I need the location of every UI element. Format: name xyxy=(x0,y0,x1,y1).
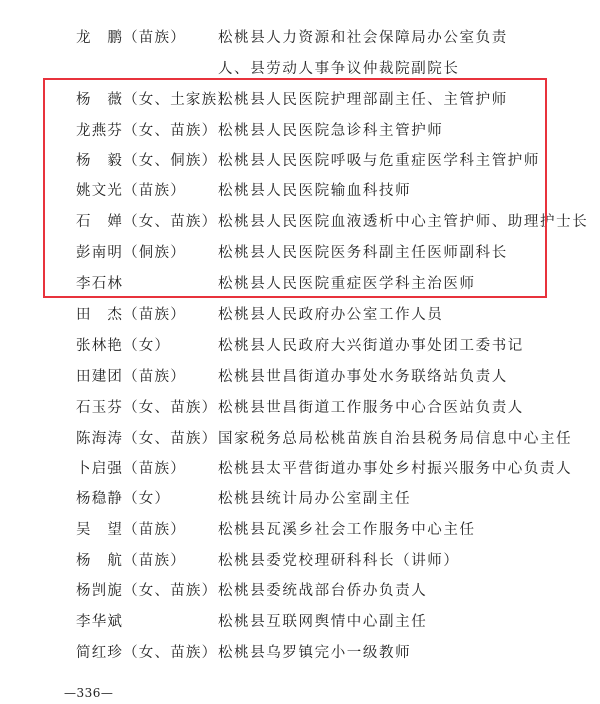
person-position: 松桃县瓦溪乡社会工作服务中心主任 xyxy=(218,522,476,538)
person-position: 松桃县人民医院血液透析中心主管护师、助理护士长 xyxy=(218,214,589,230)
person-position: 松桃县人民医院输血科技师 xyxy=(218,183,412,199)
list-item xyxy=(0,546,600,576)
list-item xyxy=(0,638,600,668)
page-number: —336— xyxy=(64,686,114,700)
person-position: 松桃县人民医院医务科副主任医师副科长 xyxy=(218,245,508,261)
person-position: 松桃县人力资源和社会保障局办公室负责 xyxy=(218,30,508,46)
person-name: 石 婵（女、苗族） xyxy=(76,214,218,230)
list-item xyxy=(0,515,600,545)
list-item xyxy=(0,393,600,423)
person-position: 松桃县互联网舆情中心副主任 xyxy=(218,614,428,630)
person-name: 杨 航（苗族） xyxy=(76,553,186,569)
person-name: 李石林 xyxy=(76,276,124,292)
person-name: 田建团（苗族） xyxy=(76,369,186,385)
person-name: 陈海涛（女、苗族） xyxy=(76,431,218,447)
list-item xyxy=(0,484,600,514)
person-name: 田 杰（苗族） xyxy=(76,307,186,323)
person-name: 张林艳（女） xyxy=(76,338,171,354)
list-item xyxy=(0,454,600,484)
person-name: 石玉芬（女、苗族） xyxy=(76,400,218,416)
list-item xyxy=(0,23,600,53)
person-name: 简红珍（女、苗族） xyxy=(76,645,218,661)
person-position: 松桃县人民医院护理部副主任、主管护师 xyxy=(218,92,508,108)
person-position: 松桃县人民医院呼吸与危重症医学科主管护师 xyxy=(218,153,540,169)
list-item xyxy=(0,576,600,606)
person-name: 李华斌 xyxy=(76,614,124,630)
person-name: 龙燕芬（女、苗族） xyxy=(76,123,218,139)
list-item xyxy=(0,607,600,637)
person-position: 人、县劳动人事争议仲裁院副院长 xyxy=(218,61,460,77)
person-name: 杨剀旎（女、苗族） xyxy=(76,583,218,599)
person-name: 吴 望（苗族） xyxy=(76,522,186,538)
person-position: 松桃县委统战部台侨办负责人 xyxy=(218,583,428,599)
person-name: 杨 毅（女、侗族） xyxy=(76,153,218,169)
list-item xyxy=(0,362,600,392)
list-item xyxy=(0,424,600,454)
person-name: 杨 薇（女、土家族） xyxy=(76,92,233,108)
person-position: 松桃县人民政府办公室工作人员 xyxy=(218,307,444,323)
person-position: 松桃县统计局办公室副主任 xyxy=(218,491,412,507)
person-name: 杨稳静（女） xyxy=(76,491,171,507)
list-item xyxy=(0,300,600,330)
person-position: 松桃县委党校理研科科长（讲师） xyxy=(218,553,460,569)
person-position: 松桃县太平营街道办事处乡村振兴服务中心负责人 xyxy=(218,461,573,477)
person-name: 卜启强（苗族） xyxy=(76,461,186,477)
person-name: 彭南明（侗族） xyxy=(76,245,186,261)
person-position: 松桃县乌罗镇完小一级教师 xyxy=(218,645,412,661)
person-position: 松桃县世昌街道工作服务中心合医站负责人 xyxy=(218,400,524,416)
person-name: 姚文光（苗族） xyxy=(76,183,186,199)
person-position: 松桃县人民医院急诊科主管护师 xyxy=(218,123,444,139)
person-position: 国家税务总局松桃苗族自治县税务局信息中心主任 xyxy=(218,431,573,447)
person-name: 龙 鹏（苗族） xyxy=(76,30,186,46)
person-position: 松桃县世昌街道办事处水务联络站负责人 xyxy=(218,369,508,385)
person-position: 松桃县人民医院重症医学科主治医师 xyxy=(218,276,476,292)
person-position: 松桃县人民政府大兴街道办事处团工委书记 xyxy=(218,338,524,354)
list-item xyxy=(0,331,600,361)
highlight-box xyxy=(43,78,547,298)
